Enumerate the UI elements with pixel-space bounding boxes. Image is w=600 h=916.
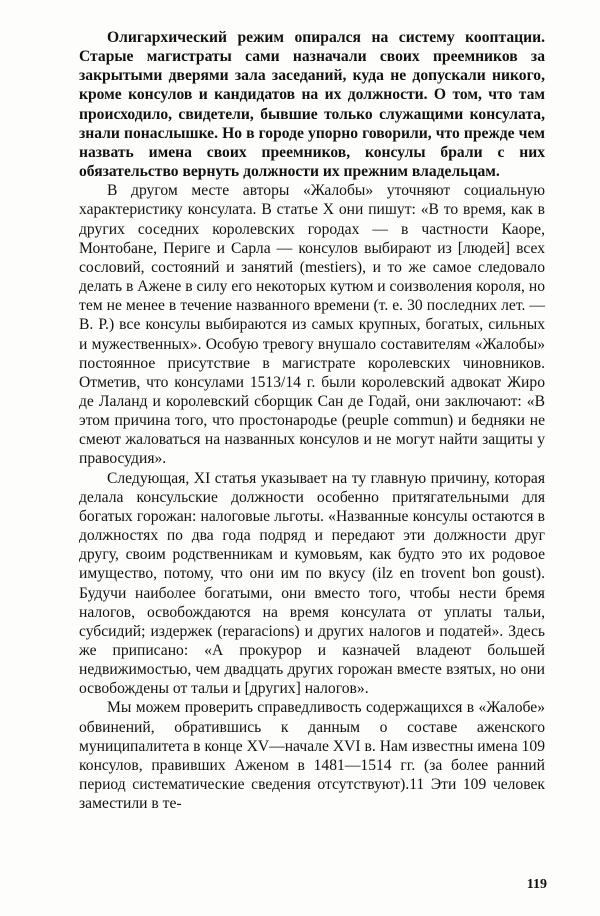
- paragraph-2: В другом месте авторы «Жалобы» уточняют социальную характеристику консулата. В статье X они пишут: «В то время, как в других соседних королевских городах — в частности Каоре, Монтобане, Периге и Сарла — консулов выбирают из [людей] всех сословий, состояний и занятий (mestiers), и то же самое следовало делать в Ажене в силу его некоторых кутюм и соизволения короля, но тем не менее в течение названного времени (т. е. 30 последних лет. — В. Р.) все консулы выбираются из самых крупных, богатых, сильных и мужественных». Особую тревогу внушало составителям «Жалобы» постоянное присутствие в магистрате королевских чиновников. Отметив, что консулами 1513/14 г. были королевский адвокат Жиро де Лаланд и королевский сборщик Сан де Годай, они заключают: «В этом причина того, что простонародье (peuple commun) и бедняки не смеют жаловаться на названных консулов и не могут найти защиты у правосудия».: [79, 182, 545, 468]
- page-text: [79, 28, 545, 813]
- paragraph-1: Олигархический режим опирался на систему кооптации. Старые магистраты сами назначали своих преемников за закрытыми дверями зала заседаний, куда не допускали никого, кроме консулов и кандидатов на их должности. О том, что там происходило, свидетели, бывшие только служащими консулата, знали понаслышке. Но в городе упорно говорили, что прежде чем назвать имена своих преемников, консулы брали с них обязательство вернуть должности их прежним владельцам.: [79, 29, 545, 181]
- page-number: 119: [526, 877, 547, 892]
- paragraph-4: Мы можем проверить справедливость содержащихся в «Жалобе» обвинений, обратившись к данным о составе аженского муниципалитета в конце XV—начале XVI в. Нам известны имена 109 консулов, правивших Аженом в 1481—1514 гг. (за более ранний период систематические сведения отсутствуют).11 Эти 109 человек заместили в те-: [79, 699, 546, 813]
- paragraph-3: Следующая, XI статья указывает на ту главную причину, которая делала консульские должности особенно притягательными для богатых горожан: налоговые льготы. «Названные консулы остаются в должностях по два года подряд и передают эти должности друг другу, своим родственникам и кумовьям, как будто это их родовое имущество, потому, что они им по вкусу (ilz en trovent bon goust). Будучи наиболее богатыми, они вместо того, чтобы нести бремя налогов, освобождаются на время консулата от уплаты тальи, субсидий; издержек (reparacions) и других налогов и податей». Здесь же приписано: «А прокурор и казначей владеют большей недвижимостью, чем двадцать других горожан вместе взятых, но они освобождены от тальи и [других] налогов».: [79, 469, 545, 698]
